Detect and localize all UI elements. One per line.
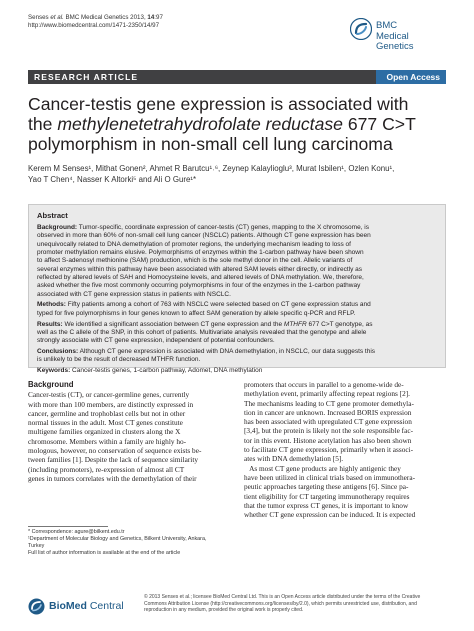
body-line: whether CT gene expression can be induced. It is expected (244, 510, 416, 520)
abstract-text: We identified a significant association between CT gene expression and the (62, 320, 284, 328)
biomed-central-logo[interactable] (28, 598, 140, 616)
biomed-central-wordmark (49, 600, 124, 612)
abstract-line (37, 321, 437, 329)
article-type-label: RESEARCH ARTICLE (34, 72, 139, 82)
title-line-2-italic: methylenetetrahydrofolate reductase (57, 114, 343, 134)
journal-logo-text (376, 21, 446, 53)
title-line-1: Cancer-testis gene expression is associated with (28, 94, 409, 114)
correspondence-email[interactable]: * Correspondence: agure@bilkent.edu.tr (28, 529, 125, 535)
body-line: promoters that occurs in parallel to a genome-wide de- (244, 380, 404, 389)
title-line-2 (28, 114, 448, 134)
abstract-line: reflected by altered levels of SAH and Homocysteine levels, and altered levels of DNA methylation. We, therefore, (37, 274, 364, 282)
body-line: Cancer-testis (CT), or cancer-germline genes, currently (28, 390, 190, 400)
affiliation-line: ¹Department of Molecular Biology and Genetics, Bilkent University, Ankara, (28, 535, 207, 542)
article-title (28, 94, 448, 154)
abstract-line: unequivocally related to DNA demethylation of promoter regions, the underlying mechanism leading to loss of (37, 240, 351, 248)
body-line: tion in cancer are unknown. Increased BORIS expression (244, 407, 412, 417)
bmc-logo-icon (350, 18, 372, 40)
body-line: that the tumor express CT genes, it is important to know (244, 500, 409, 510)
article-type-bar (28, 70, 446, 84)
license-line: Commons Attribution License (http://creativecommons.org/licenses/by/2.0), which permits unrestricted use, distribution, and (144, 600, 417, 607)
license-text (144, 594, 448, 614)
body-line: chromosome. Members within a family are highly ho- (28, 436, 187, 446)
abstract-line: strongly associate with CT gene expression, independent of potential confounders. (37, 337, 275, 345)
citation-url[interactable]: http://www.biomedcentral.com/1471-2350/14/97 (28, 22, 160, 29)
body-line: genes in tumors correlates with the demethylation of their (28, 473, 197, 483)
author-list (28, 163, 448, 185)
body-line: has been associated with upregulated CT gene expression (244, 417, 412, 427)
citation-line (28, 14, 163, 22)
journal-logo-line1: BMC (376, 20, 398, 31)
body-line: peutic approaches targeting these antigens [6]. Since pa- (244, 482, 409, 492)
footnote-divider (28, 526, 108, 527)
body-line: [3,4], but the protein is likely not the sole responsible fac- (244, 426, 414, 436)
body-line: mologous, however, no conservation of sequence exists be- (28, 446, 202, 456)
body-line: (including promoters), re-expression of almost all CT (28, 464, 185, 474)
abstract-methods (37, 301, 437, 318)
abstract-line: promoter methylation remains elusive. Polymorphisms of enzymes within the 1-carbon pathway have been shown (37, 249, 364, 257)
author-info-note: Full list of author information is available at the end of the article (28, 549, 181, 556)
license-line: © 2013 Senses et al.; licensee BioMed Central Ltd. This is an Open Access article distributed under the terms of the Creative (144, 594, 421, 600)
abstract-methods-label: Methods: (37, 301, 66, 309)
body-line: to facilitate CT gene expression, primarily when it associ- (244, 445, 414, 455)
author-line-1: Kerem M Senses¹, Mithat Gonen², Ahmet R Barutcu¹˒⁶, Zeynep Kalaylioglu³, Murat Isbilen¹, Ozlen Konu¹, (28, 164, 395, 173)
body-right-column (244, 380, 448, 519)
open-access-badge: Open Access (376, 70, 446, 84)
body-line: have been utilized in clinical trials based on immunothera- (244, 472, 416, 482)
abstract-heading: Abstract (37, 211, 68, 220)
body-line: with more than 100 members, are distinctly expressed in (28, 399, 194, 409)
background-heading: Background (28, 380, 74, 389)
abstract-line: several enzymes within this pathway have been associated with altered SAM levels either directly, or indirectly as (37, 265, 363, 273)
body-line: methylation event, primarily affecting repeat regions [2]. (244, 389, 411, 399)
citation-journal: BMC Medical Genetics 2013, (65, 14, 146, 21)
abstract-line: well as the C allele of the SNP, in this cohort of patients. Multivariate analysis revealed that the genotype and allele (37, 328, 367, 336)
body-line: As most CT gene products are highly antigenic they (244, 463, 401, 473)
citation-article: :97 (154, 14, 163, 21)
abstract-text: Fifty patients among a cohort of 763 with NSCLC were selected based on CT gene expression status and (65, 301, 371, 309)
abstract-line (37, 224, 437, 232)
abstract-conclusions (37, 348, 437, 365)
body-line: The mechanisms leading to CT gene promoter demethyla- (244, 398, 414, 408)
abstract-keywords (37, 367, 437, 375)
correspondence-footnote (28, 529, 233, 557)
citation-volume: 14 (147, 14, 155, 21)
journal-logo[interactable] (350, 14, 446, 52)
abstract-line: typed for five polymorphisms in four genes known to affect SAM generation by allele specific q-PCR and RFLP. (37, 309, 356, 317)
abstract-conclusions-label: Conclusions: (37, 347, 79, 355)
abstract-keywords-label: Keywords: (37, 367, 71, 375)
title-line-2-post: 677 C>T (342, 114, 416, 134)
abstract-results-label: Results: (37, 320, 63, 328)
body-line: ates with DNA demethylation [5]. (244, 454, 344, 464)
abstract-line: associated with CT gene expression status in patients with NSCLC. (37, 290, 231, 298)
author-line-2: Yao T Chen⁴, Nasser K Altorki⁵ and Ali O Gure¹* (28, 175, 197, 184)
body-left-column (28, 380, 232, 483)
abstract-line (37, 348, 437, 356)
gene-name: MTHFR (283, 320, 307, 328)
abstract-results (37, 321, 437, 346)
title-line-2-pre: the (28, 114, 58, 134)
wordmark-bold: BioMed (49, 600, 87, 612)
body-line: tor in this event. Histone acetylation has also been shown (244, 435, 412, 445)
journal-logo-line2: Medical Genetics (376, 30, 414, 52)
wordmark-regular: Central (86, 600, 124, 612)
abstract-text: 677 C>T genotype, as (306, 320, 373, 328)
body-line: normal tissues in the adult. Most CT genes constitute (28, 418, 183, 428)
citation-authors: Senses (28, 14, 49, 21)
abstract-background (37, 224, 437, 299)
abstract-keywords-text: Cancer-testis genes, 1-carbon pathway, Adomet, DNA methylation (70, 367, 263, 375)
abstract-line: is unlikely to be the result of decreased MTHFR function. (37, 356, 201, 364)
body-line: tween families [1]. Despite the lack of sequence similarity (28, 455, 198, 465)
abstract-line (37, 301, 437, 309)
affiliation-line: Turkey (28, 542, 45, 549)
license-line: reproduction in any medium, provided the original work is properly cited. (144, 607, 304, 614)
title-line-3: polymorphism in non-small cell lung carcinoma (28, 134, 393, 154)
body-line: cancer, germline and trophoblast cells but not in other (28, 408, 186, 418)
abstract-box (28, 204, 446, 375)
abstract-background-label: Background: (37, 224, 78, 231)
abstract-text: Tumor-specific, coordinate expression of cancer-testis (CT) genes, mapping to the X chromosome, is (77, 224, 369, 231)
abstract-text: Although CT gene expression is associated with DNA demethylation, in NSCLC, our data suggests this (78, 347, 376, 355)
abstract-line: asked whether the five most commonly occurring polymorphisms in four of the enzymes in the 1-carbon pathway (37, 282, 361, 290)
biomed-central-icon (28, 598, 45, 615)
abstract-line: to affect S-adenosyl methionine (SAM) production, which is the sole methyl donor in the cell. Allelic variants of (37, 257, 353, 265)
header-citation (28, 14, 163, 30)
citation-etal: et al. (50, 14, 64, 21)
abstract-line: observed in more than 60% of non-small cell lung cancer (NSCLC) patients. Although CT gene expression has been (37, 232, 371, 240)
body-line: multigene families organized in clusters along the X (28, 427, 181, 437)
body-line: tient eligibility for CT targeting immunotherapy requires (244, 491, 410, 501)
